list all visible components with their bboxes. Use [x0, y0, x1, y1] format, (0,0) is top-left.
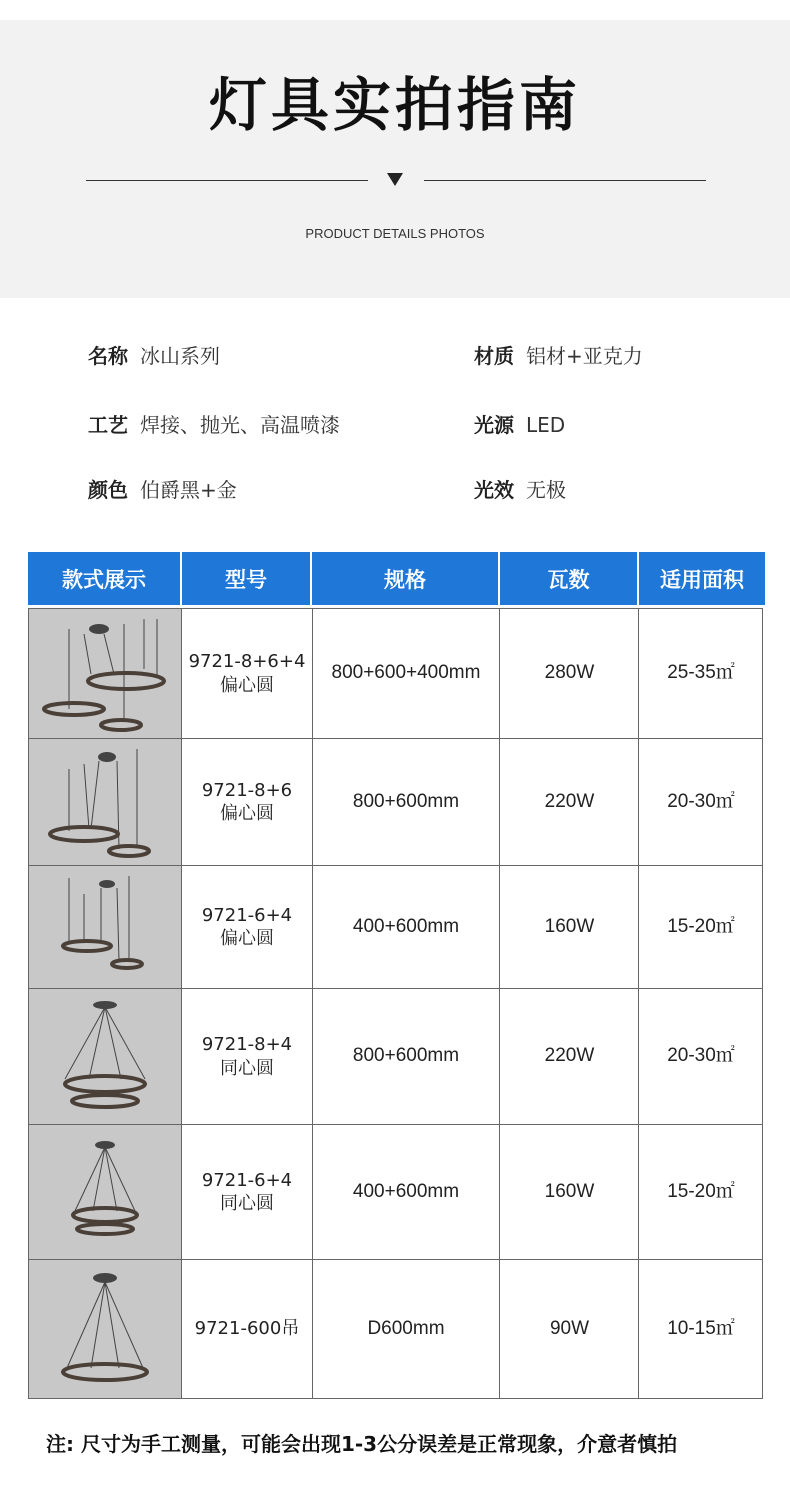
spec-material	[474, 340, 643, 369]
model-type: 偏心圆	[220, 674, 274, 696]
model-cell	[182, 1125, 312, 1259]
product-image	[29, 1125, 181, 1259]
spec-key: 颜色	[88, 478, 128, 502]
divider-right	[424, 180, 706, 181]
spec-value: LED	[526, 413, 566, 437]
footnote: 注: 尺寸为手工测量，可能会出现1-3公分误差是正常现象，介意者慎拍	[46, 1432, 678, 1456]
product-image	[29, 1260, 181, 1398]
header-model: 型号	[182, 552, 310, 605]
model-type: 偏心圆	[220, 803, 274, 824]
spec-key: 材质	[474, 344, 514, 368]
divider-left	[86, 180, 368, 181]
model-cell	[182, 609, 312, 738]
pendant-three-rings-icon	[29, 609, 181, 738]
table-row	[28, 988, 763, 1125]
triangle-down-icon	[387, 173, 403, 186]
area-cell: 20-30㎡	[667, 1045, 735, 1067]
table-row	[28, 738, 763, 866]
model-type: 偏心圆	[220, 928, 274, 949]
spec-key: 工艺	[88, 413, 128, 437]
model-number: 9721-6+4	[201, 1169, 293, 1191]
spec-light-source	[474, 409, 565, 438]
header-style: 款式展示	[28, 552, 180, 605]
spec-value: 伯爵黑+金	[140, 478, 237, 502]
header-watt: 瓦数	[500, 552, 637, 605]
header-area: 适用面积	[639, 552, 765, 605]
spec-cell: D600mm	[367, 1317, 445, 1339]
pendant-two-rings-small-icon	[29, 866, 181, 988]
area-cell: 25-35㎡	[667, 662, 735, 684]
spec-craft	[88, 409, 340, 438]
model-cell	[182, 739, 312, 865]
pendant-concentric-rings-icon	[29, 989, 181, 1124]
model-cell	[182, 989, 312, 1124]
watt-cell: 90W	[549, 1317, 590, 1339]
spec-key: 光效	[474, 478, 514, 502]
spec-light-effect	[474, 474, 566, 503]
area-cell: 20-30㎡	[667, 790, 735, 812]
watt-cell: 160W	[544, 1180, 595, 1202]
page-title: 灯具实拍指南	[208, 71, 581, 139]
table-row	[28, 865, 763, 989]
product-image	[29, 989, 181, 1124]
area-cell: 15-20㎡	[667, 915, 735, 937]
table-row	[28, 608, 763, 739]
spec-value: 铝材+亚克力	[526, 344, 643, 368]
spec-value: 冰山系列	[140, 344, 220, 368]
watt-cell: 220W	[544, 1045, 595, 1067]
model-number: 9721-600吊	[194, 1318, 300, 1340]
pendant-concentric-rings-small-icon	[29, 1125, 181, 1259]
table-row	[28, 1124, 763, 1260]
area-cell: 15-20㎡	[667, 1180, 735, 1202]
product-image	[29, 866, 181, 988]
spec-cell: 800+600mm	[352, 790, 460, 812]
area-cell: 10-15㎡	[667, 1317, 735, 1339]
spec-name	[88, 340, 220, 369]
watt-cell: 160W	[544, 915, 595, 937]
spec-value: 焊接、抛光、高温喷漆	[140, 413, 340, 437]
header-spec: 规格	[312, 552, 498, 605]
model-type: 同心圆	[220, 1057, 274, 1079]
watt-cell: 280W	[544, 662, 595, 684]
watt-cell: 220W	[544, 790, 595, 812]
model-number: 9721-8+6+4	[188, 651, 306, 673]
pendant-two-rings-icon	[29, 739, 181, 865]
spec-value: 无极	[526, 478, 566, 502]
spec-cell: 800+600+400mm	[331, 662, 481, 684]
model-type: 同心圆	[220, 1193, 274, 1214]
spec-cell: 400+600mm	[352, 1180, 460, 1202]
spec-key: 名称	[88, 344, 128, 368]
model-number: 9721-8+4	[201, 1034, 293, 1056]
spec-color	[88, 474, 237, 503]
model-number: 9721-6+4	[201, 904, 293, 926]
product-image	[29, 609, 181, 738]
table-row	[28, 1259, 763, 1399]
model-number: 9721-8+6	[201, 779, 293, 801]
product-image	[29, 739, 181, 865]
spec-cell: 800+600mm	[352, 1045, 460, 1067]
spec-key: 光源	[474, 413, 514, 437]
model-cell	[182, 866, 312, 988]
page-subtitle: PRODUCT DETAILS PHOTOS	[305, 226, 485, 241]
pendant-single-ring-icon	[29, 1260, 181, 1398]
spec-cell: 400+600mm	[352, 915, 460, 937]
model-cell	[182, 1260, 312, 1398]
